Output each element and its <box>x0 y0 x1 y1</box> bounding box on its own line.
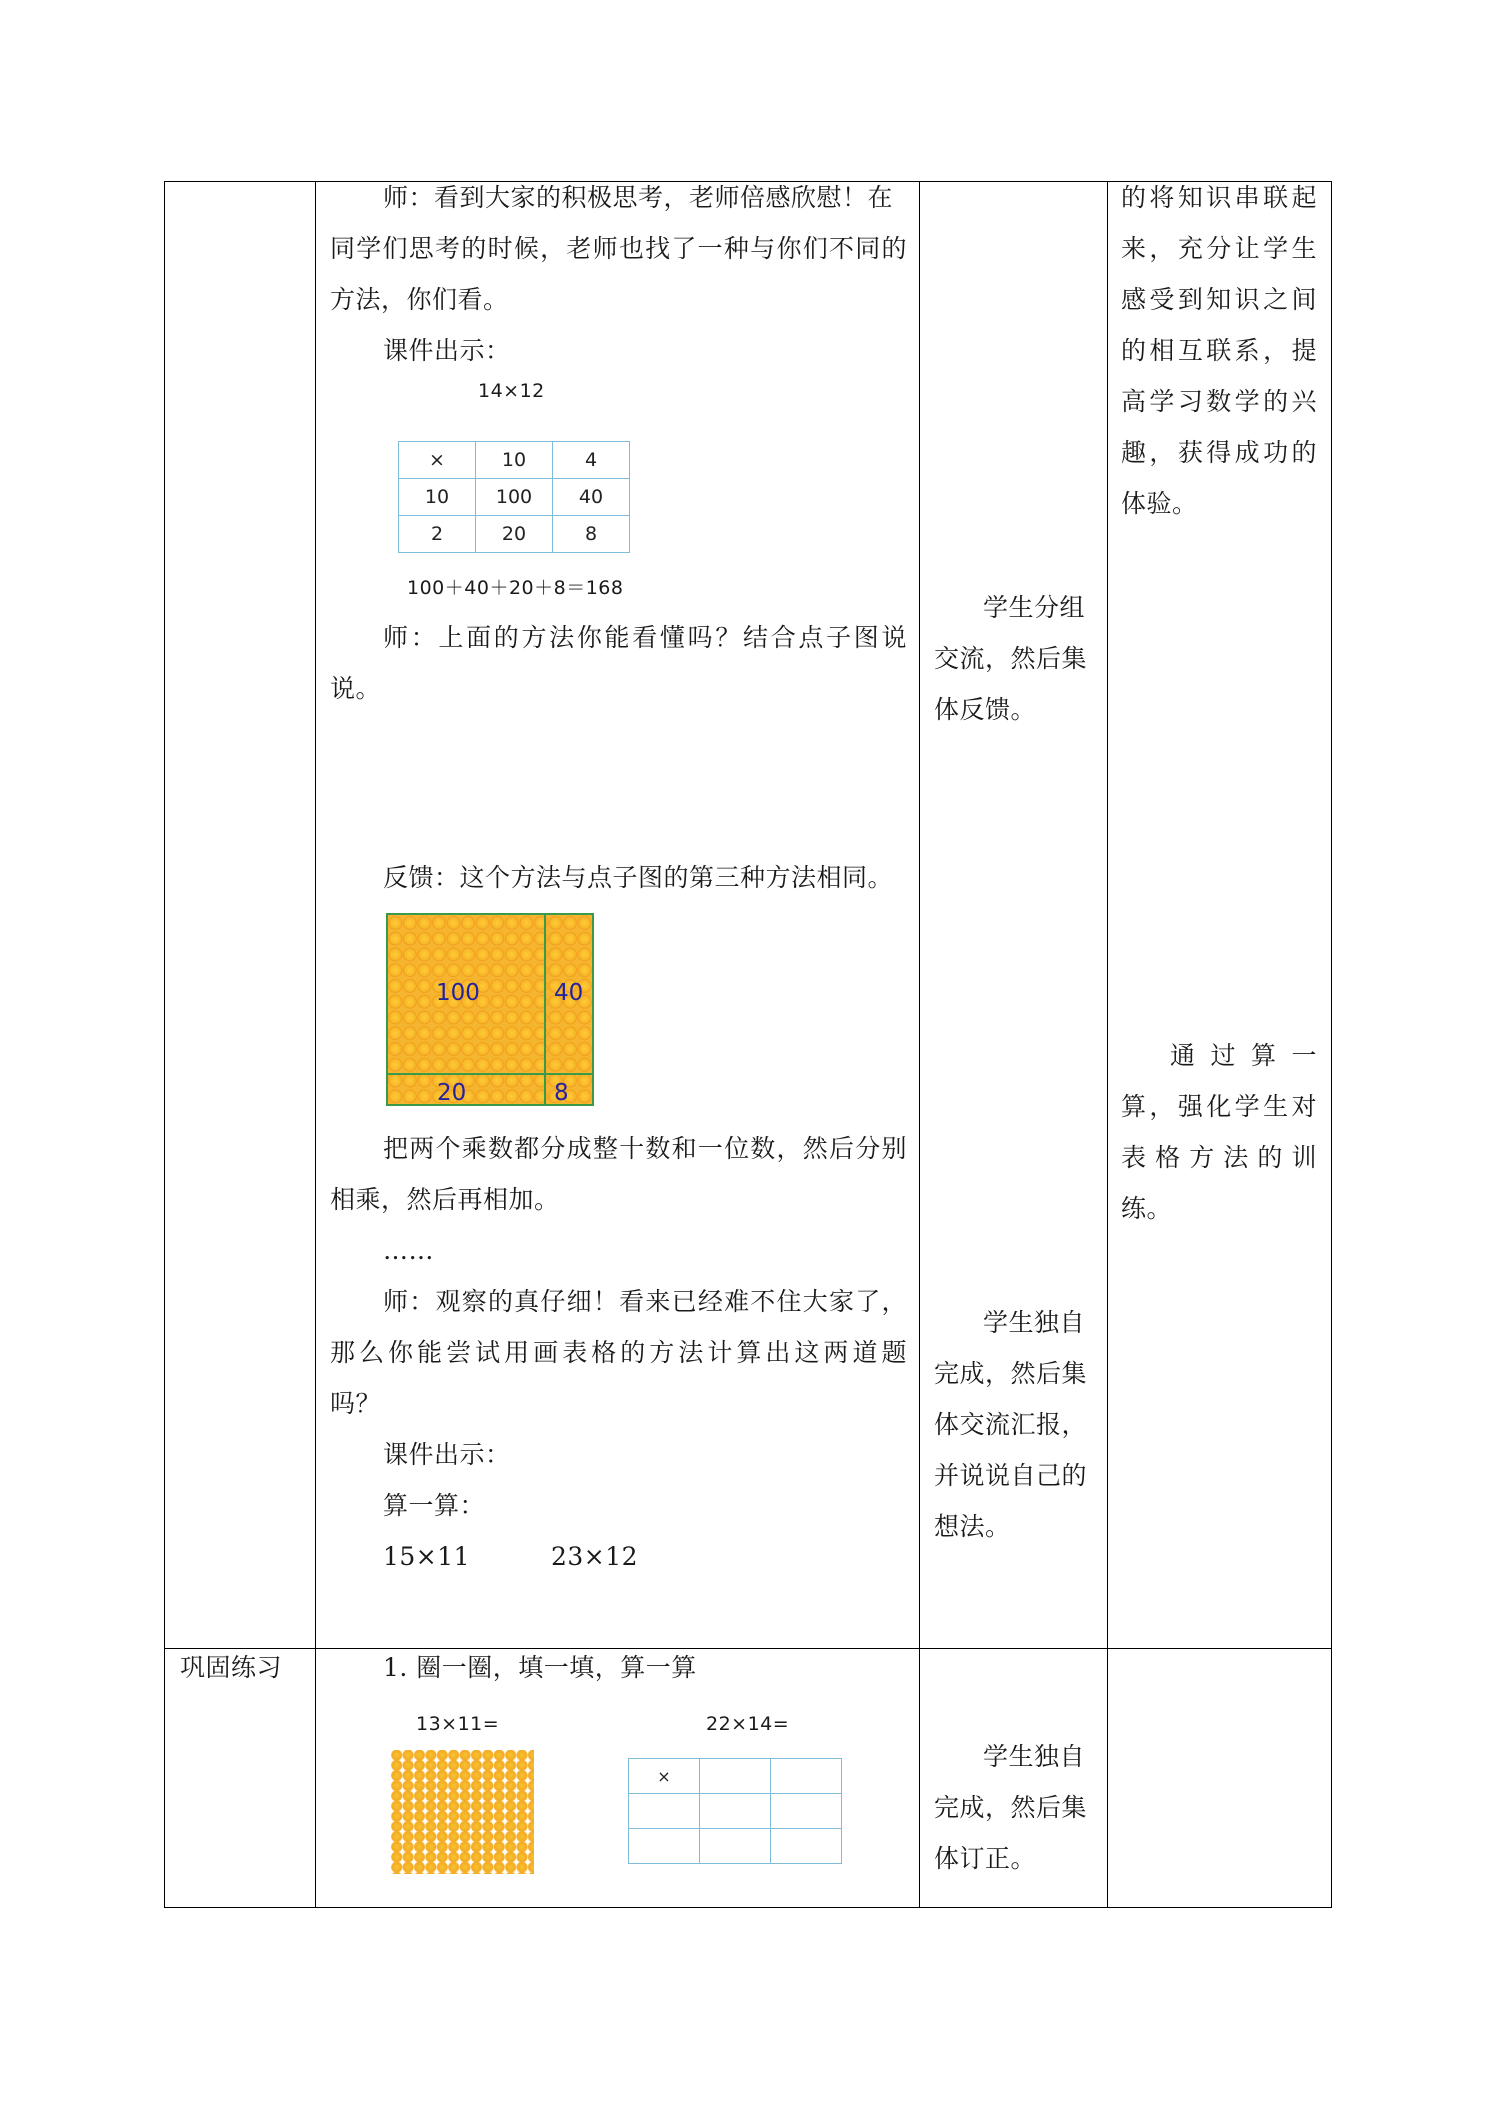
table-cell: 20 <box>476 516 553 553</box>
table-cell: 10 <box>399 479 476 516</box>
intent-line: 算，强化学生对 <box>1121 1092 1317 1121</box>
region-label: 20 <box>437 1080 467 1106</box>
col-border-4 <box>1331 181 1332 1908</box>
col-border-0 <box>164 181 165 1908</box>
exercise-item: 23×12 <box>551 1542 639 1571</box>
dot-array <box>391 1750 534 1874</box>
intent-line: 表格方法的训 <box>1121 1143 1317 1172</box>
table-cell: × <box>399 442 476 479</box>
table-cell: 100 <box>476 479 553 516</box>
intent-line: 感受到知识之间 <box>1121 285 1317 314</box>
intent-line: 练。 <box>1121 1194 1173 1223</box>
intent-line: 的相互联系，提 <box>1121 336 1317 365</box>
figure-equation: 100＋40＋20＋8＝168 <box>407 577 624 599</box>
region-label: 100 <box>436 980 480 1006</box>
region-label: 40 <box>554 980 584 1006</box>
student-line: 学生独自 <box>983 1308 1086 1337</box>
col-border-2 <box>919 181 920 1908</box>
table-cell: 40 <box>553 479 630 516</box>
task-title: 1. 圈一圈，填一填，算一算 <box>383 1653 697 1682</box>
student-line: 交流，然后集 <box>934 644 1088 673</box>
table-cell: 2 <box>399 516 476 553</box>
paragraph-line: 把两个乘数都分成整十数和一位数，然后分别 <box>383 1134 907 1163</box>
paragraph-line: 说。 <box>330 674 382 703</box>
table-cell <box>700 1829 771 1864</box>
paragraph-line: 相乘，然后再相加。 <box>330 1185 560 1214</box>
stage-label: 巩固练习 <box>180 1653 283 1682</box>
intent-line: 趣，获得成功的 <box>1121 438 1317 467</box>
table-cell <box>700 1759 771 1794</box>
paragraph-line: 师：观察的真仔细！看来已经难不住大家了， <box>383 1287 907 1316</box>
table-cell: 8 <box>553 516 630 553</box>
practice-equation: 22×14= <box>706 1713 790 1735</box>
student-line: 完成，然后集 <box>934 1793 1088 1822</box>
student-line: 学生独自 <box>983 1742 1086 1771</box>
grid-table <box>398 441 630 553</box>
table-cell: 4 <box>553 442 630 479</box>
split-line-vertical <box>544 913 546 1106</box>
intent-line: 体验。 <box>1121 489 1198 518</box>
region-label: 8 <box>554 1080 569 1106</box>
table-cell <box>771 1794 842 1829</box>
table-cell <box>771 1829 842 1864</box>
figure-title: 14×12 <box>478 380 545 402</box>
student-line: 学生分组 <box>983 593 1086 622</box>
table-cell: 10 <box>476 442 553 479</box>
student-line: 体交流汇报， <box>934 1410 1088 1439</box>
paragraph-line: 那么你能尝试用画表格的方法计算出这两道题 <box>330 1338 907 1367</box>
table-cell <box>700 1794 771 1829</box>
table-cell <box>629 1829 700 1864</box>
student-line: 体反馈。 <box>934 695 1037 724</box>
student-line: 并说说自己的 <box>934 1461 1088 1490</box>
courseware-label: 课件出示： <box>383 1440 511 1469</box>
paragraph-line: 同学们思考的时候，老师也找了一种与你们不同的 <box>330 234 907 263</box>
paragraph-line: 师：上面的方法你能看懂吗？结合点子图说 <box>383 623 907 652</box>
student-line: 完成，然后集 <box>934 1359 1088 1388</box>
student-line: 体订正。 <box>934 1844 1037 1873</box>
col-border-1 <box>315 181 316 1908</box>
paragraph-line: 吗？ <box>330 1389 382 1418</box>
intent-line: 的将知识串联起 <box>1121 183 1317 212</box>
table-cell <box>771 1759 842 1794</box>
ellipsis-line: …… <box>383 1236 434 1265</box>
col-border-3 <box>1107 181 1108 1908</box>
intent-line: 高学习数学的兴 <box>1121 387 1317 416</box>
dot-array <box>386 913 594 1106</box>
student-line: 想法。 <box>934 1512 1011 1541</box>
row-divider <box>164 1648 1332 1649</box>
blank-grid-table <box>628 1758 842 1864</box>
paragraph-line: 师：看到大家的积极思考，老师倍感欣慰！在 <box>383 183 894 212</box>
split-line-horizontal <box>386 1073 594 1075</box>
courseware-label: 课件出示： <box>383 336 511 365</box>
paragraph-line: 方法，你们看。 <box>330 285 509 314</box>
intent-line: 来，充分让学生 <box>1121 234 1317 263</box>
table-bottom-border <box>164 1907 1332 1908</box>
table-cell <box>629 1794 700 1829</box>
table-cell: × <box>629 1759 700 1794</box>
feedback-line: 反馈：这个方法与点子图的第三种方法相同。 <box>383 863 894 892</box>
intent-line: 通过算一 <box>1170 1041 1317 1070</box>
exercise-label: 算一算： <box>383 1491 486 1520</box>
practice-equation: 13×11= <box>416 1713 500 1735</box>
exercise-item: 15×11 <box>383 1542 471 1571</box>
